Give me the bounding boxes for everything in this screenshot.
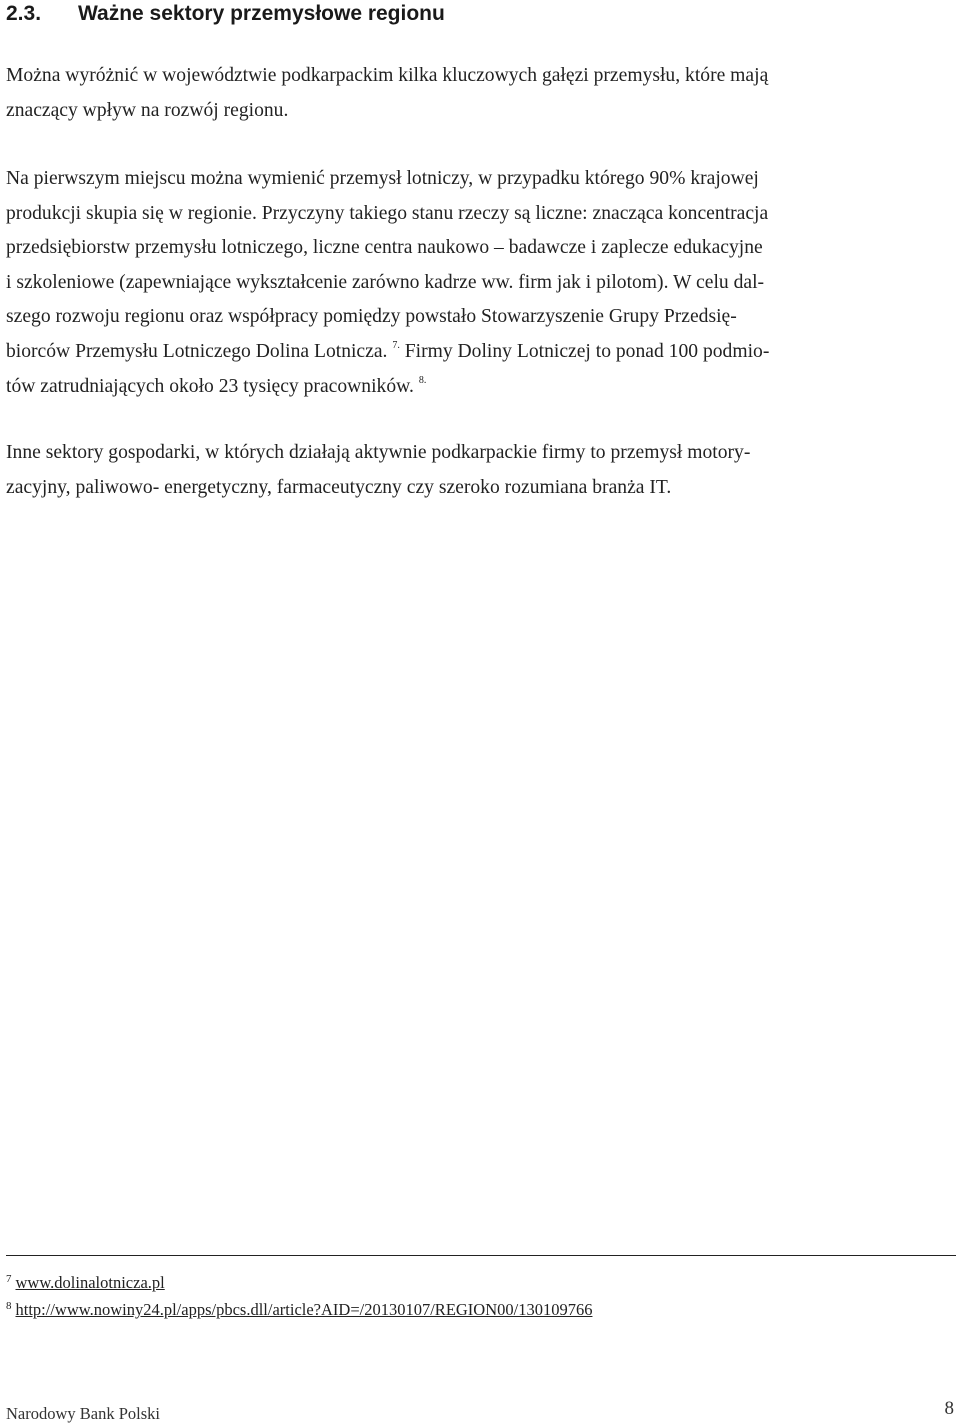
footnote-divider: [6, 1255, 956, 1256]
section-title: Ważne sektory przemysłowe regionu: [78, 2, 445, 25]
page-number: 8: [944, 1398, 954, 1419]
footnote-number: 7: [6, 1273, 12, 1285]
footnote-8: [6, 1295, 946, 1321]
paragraph-line: [6, 335, 956, 370]
paragraph-line: i szkoleniowe (zapewniające wykształcenie zarówno kadrze ww. firm jak i pilotom). W celu dal-: [6, 271, 765, 293]
footnote-link[interactable]: www.dolinalotnicza.pl: [15, 1273, 165, 1292]
footnote-link[interactable]: http://www.nowiny24.pl/apps/pbcs.dll/article?AID=/20130107/REGION00/130109766: [15, 1300, 593, 1319]
paragraph-line: Można wyróżnić w województwie podkarpackim kilka kluczowych gałęzi przemysłu, które mają: [6, 65, 769, 86]
paragraph-aviation: [6, 162, 956, 404]
footer-publisher: Narodowy Bank Polski: [6, 1404, 160, 1423]
section-heading: [6, 0, 946, 28]
line-text: tów zatrudniających około 23 tysięcy pracowników.: [6, 375, 414, 397]
paragraph-other-sectors: [6, 436, 956, 505]
footnote-7: [6, 1268, 946, 1294]
footnote-number: 8: [6, 1300, 12, 1312]
section-number: 2.3.: [6, 2, 42, 25]
paragraph-intro: [6, 59, 956, 128]
paragraph-line: [6, 370, 956, 405]
paragraph-line: zacyjny, paliwowo- energetyczny, farmaceutyczny czy szeroko rozumiana branża IT.: [6, 476, 672, 498]
paragraph-line: znaczący wpływ na rozwój regionu.: [6, 99, 289, 121]
paragraph-line: Inne sektory gospodarki, w których działają aktywnie podkarpackie firmy to przemysł motory-: [6, 442, 751, 463]
paragraph-line: produkcji skupia się w regionie. Przyczyny takiego stanu rzeczy są liczne: znacząca koncentracja: [6, 202, 769, 224]
paragraph-line: szego rozwoju regionu oraz współpracy pomiędzy powstało Stowarzyszenie Grupy Przedsię-: [6, 306, 737, 328]
line-text: Firmy Doliny Lotniczej to ponad 100 podmio-: [404, 340, 770, 362]
footnote-ref-8[interactable]: 8.: [418, 374, 427, 386]
paragraph-line: przedsiębiorstw przemysłu lotniczego, liczne centra naukowo – badawcze i zaplecze edukacyjne: [6, 237, 763, 259]
paragraph-line: Na pierwszym miejscu można wymienić przemysł lotniczy, w przypadku którego 90% krajowej: [6, 168, 759, 189]
footnote-ref-7[interactable]: 7.: [392, 339, 400, 351]
line-text: biorców Przemysłu Lotniczego Dolina Lotnicza.: [6, 340, 388, 362]
